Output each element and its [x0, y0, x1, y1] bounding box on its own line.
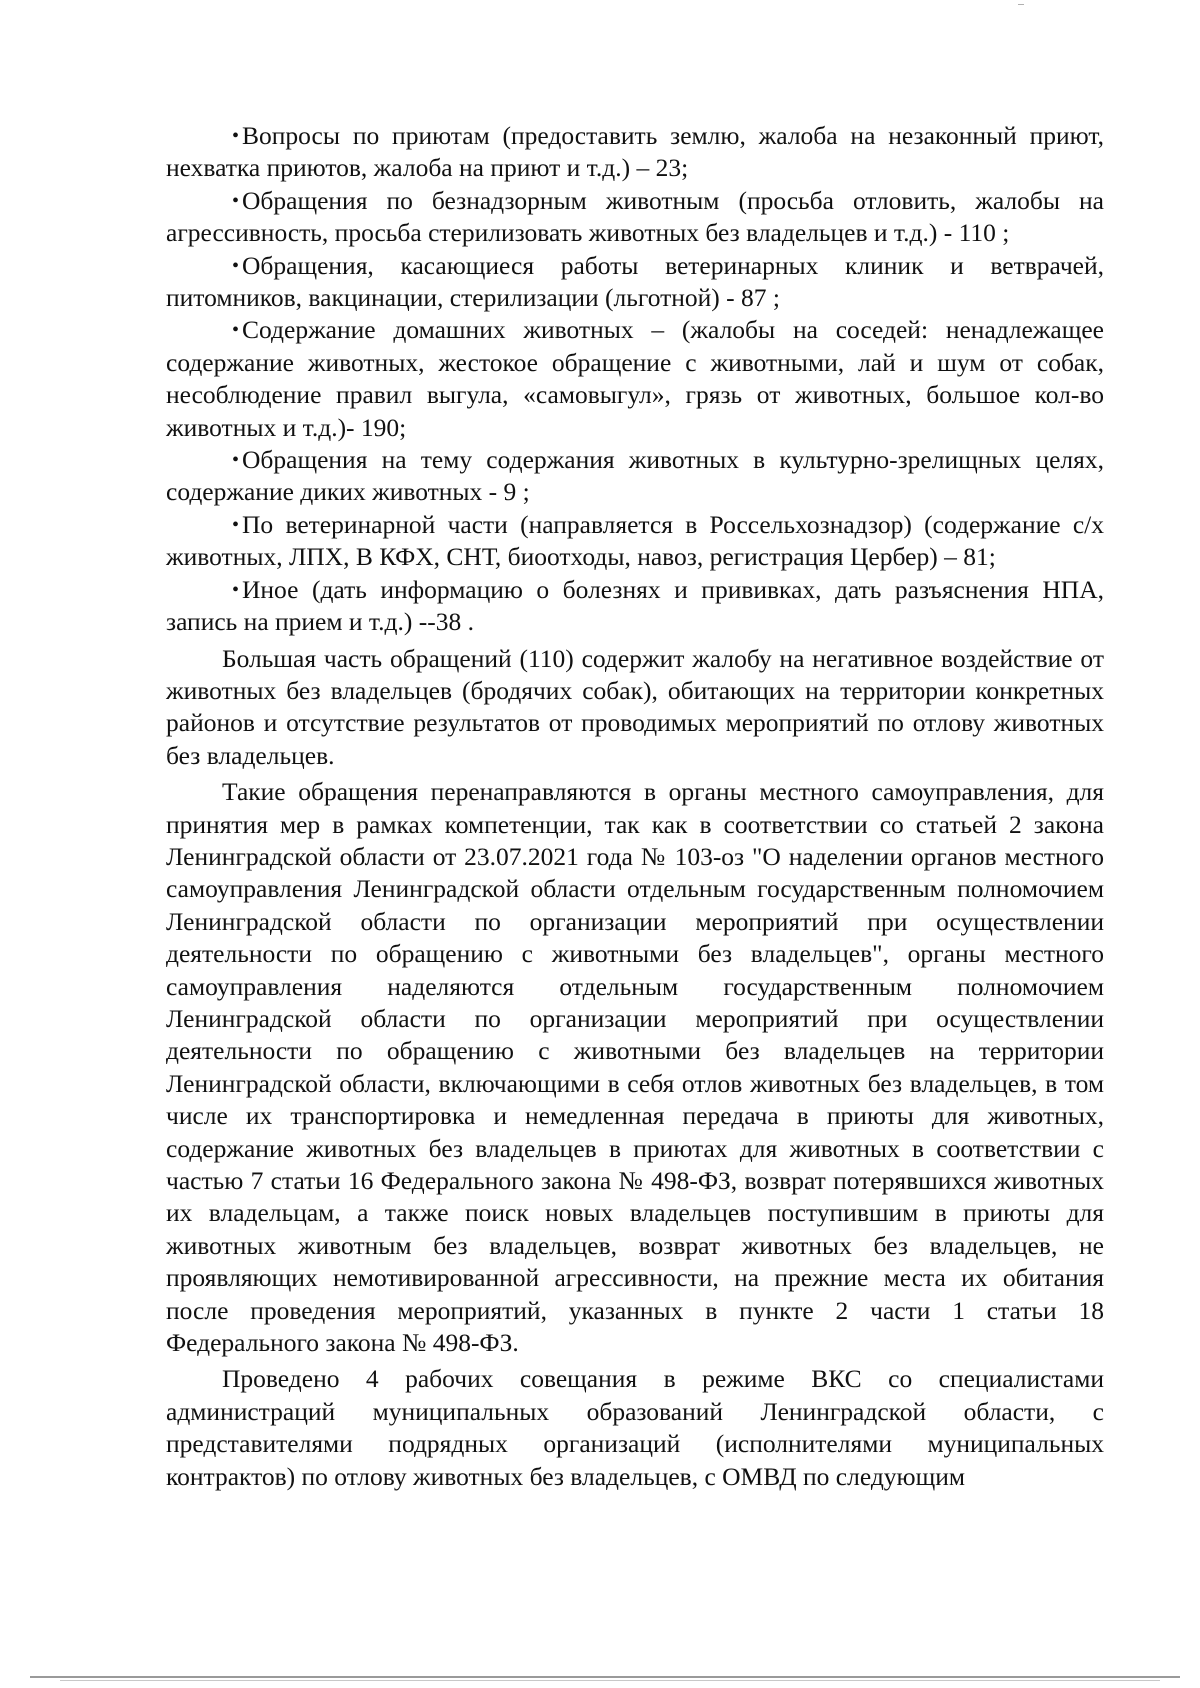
list-item [166, 509, 1104, 574]
bullet-icon: • [232, 513, 240, 536]
list-item-text: Вопросы по приютам (предоставить землю, жалоба на незаконный приют, нехватка приютов, жалоба на приют и т.д.) – 23; [166, 121, 1104, 183]
scan-edge-line [30, 1676, 1180, 1678]
list-item-text: Обращения по безнадзорным животным (просьба отловить, жалобы на агрессивность, просьба стерилизовать животных без владельцев и т.д.) - 110 ; [166, 185, 1104, 248]
bullet-icon: • [232, 319, 240, 342]
list-item [166, 120, 1104, 185]
list-item [166, 444, 1104, 509]
bullet-icon: • [232, 254, 240, 277]
list-item [166, 574, 1104, 639]
bullet-icon: • [232, 125, 240, 147]
list-item-text: Иное (дать информацию о болезнях и прививках, дать разъяснения НПА, запись на прием и т.д.) --38 . [166, 574, 1104, 637]
bullet-icon: • [232, 449, 240, 472]
list-item [166, 185, 1104, 250]
body-paragraph: Такие обращения перенаправляются в органы местного самоуправления, для принятия мер в рамках компетенции, так как в соответствии со статьей 2 закона Ленинградской области от 23.07.2021 года № 103-оз "О наделении органов местного самоуправления Ленинградской области отдельным государственным полномочием Ленинградской области по организации мероприятий при осуществлении деятельности по обращению с животными без владельцев", органы местного самоуправления наделяются отдельным государственным полномочием Ленинградской области по организации мероприятий при осуществлении деятельности по обращению с животными без владельцев на территории Ленинградской области, включающими в себя отлов животных без владельцев, в том числе их транспортировка и немедленная передача в приюты для животных, содержание животных без владельцев в приютах для животных в соответствии с частью 7 статьи 16 Федерального закона № 498-ФЗ, возврат потерявшихся животных их владельцам, а также поиск новых владельцев поступившим в приюты для животных животным без владельцев, возврат животных без владельцев, не проявляющих немотивированной агрессивности, на прежние места их обитания после проведения мероприятий, указанных в пункте 2 части 1 статьи 18 Федерального закона № 498-ФЗ. [166, 777, 1104, 1358]
list-item [166, 314, 1104, 444]
bullet-icon: • [232, 578, 240, 601]
body-paragraph: Проведено 4 рабочих совещания в режиме ВКС со специалистами администраций муниципальных образований Ленинградской области, с представителями подрядных организаций (исполнителями муниципальных контрактов) по отлову животных без владельцев, с ОМВД по следующим [166, 1364, 1104, 1491]
list-item-text: Обращения на тему содержания животных в культурно-зрелищных целях, содержание диких животных - 9 ; [166, 445, 1104, 507]
document-body [166, 120, 1104, 1493]
list-item-text: Содержание домашних животных – (жалобы на соседей: ненадлежащее содержание животных, жестокое обращение с животными, лай и шум от собак, несоблюдение правил выгула, «самовыгул», грязь от животных, большое кол-во животных и т.д.)- 190; [166, 315, 1104, 442]
bullet-icon: • [232, 189, 240, 212]
scan-mark [1018, 4, 1024, 5]
list-item [166, 250, 1104, 315]
list-item-text: Обращения, касающиеся работы ветеринарных клиник и ветврачей, питомников, вакцинации, стерилизации (льготной) - 87 ; [166, 250, 1104, 313]
scan-edge-line [60, 1680, 1160, 1681]
body-paragraph: Большая часть обращений (110) содержит жалобу на негативное воздействие от животных без владельцев (бродячих собак), обитающих на территории конкретных районов и отсутствие результатов от проводимых мероприятий по отлову животных без владельцев. [166, 643, 1104, 770]
list-item-text: По ветеринарной части (направляется в Россельхознадзор) (содержание с/х животных, ЛПХ, В КФХ, СНТ, биоотходы, навоз, регистрация Цербер) – 81; [166, 509, 1104, 572]
